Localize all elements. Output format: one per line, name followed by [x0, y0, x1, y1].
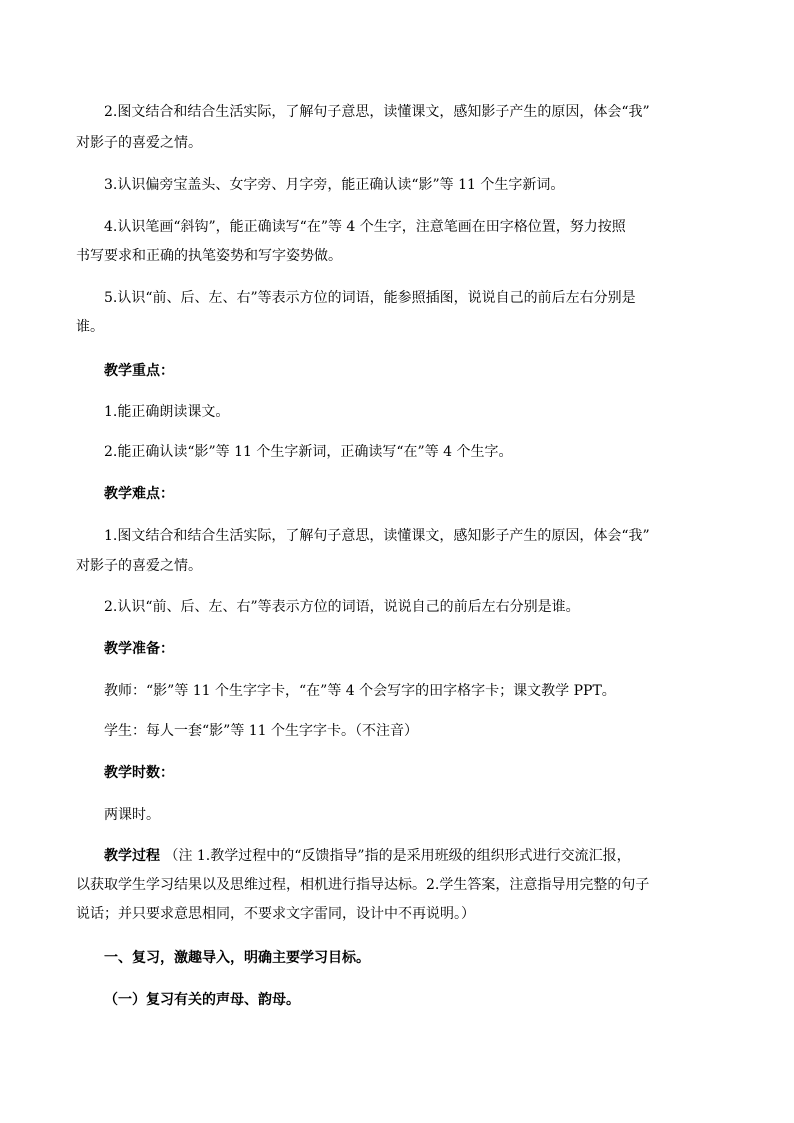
process-line-1 — [104, 847, 734, 865]
objective-5-line-2: 谁。 — [76, 319, 104, 335]
key-point-1: 1.能正确朗读课文。 — [104, 404, 230, 420]
difficulty-1-line-1: 1.图文结合和结合生活实际，了解句子意思，读懂课文，感知影子产生的原因，体会“我” — [104, 528, 650, 544]
objective-5-line-1: 5.认识“前、后、左、右”等表示方位的词语，能参照插图，说说自己的前后左右分别是 — [104, 290, 636, 306]
key-point-2: 2.能正确认读“影”等 11 个生字新词，正确读写“在”等 4 个生字。 — [104, 444, 513, 460]
difficulty-2: 2.认识“前、后、左、右”等表示方位的词语，说说自己的前后左右分别是谁。 — [104, 599, 580, 615]
process-note-2: 以获取学生学习结果以及思维过程，相机进行指导达标。2.学生答案，注意指导用完整的句子 — [76, 877, 650, 893]
preparation-teacher: 教师：“影”等 11 个生字字卡，“在”等 4 个会写字的田字格字卡；课文教学 PPT。 — [104, 683, 616, 699]
process-note-3: 说话；并只要求意思相同，不要求文字雷同，设计中不再说明。） — [76, 906, 475, 922]
preparation-student: 学生：每人一套“影”等 11 个生字字卡。（不注音） — [104, 723, 419, 739]
section-1-sub-1: （一）复习有关的声母、韵母。 — [104, 992, 300, 1008]
objective-3: 3.认识偏旁宝盖头、女字旁、月字旁，能正确认读“影”等 11 个生字新词。 — [104, 177, 565, 193]
difficulty-1-line-2: 对影子的喜爱之情。 — [76, 558, 202, 574]
hours-value: 两课时。 — [104, 807, 160, 823]
section-1-title: 一、复习，激趣导入，明确主要学习目标。 — [104, 950, 370, 966]
objective-4-line-1: 4.认识笔画“斜钩”，能正确读写“在”等 4 个生字，注意笔画在田字格位置，努力按照 — [104, 219, 626, 235]
process-note-1: （注 1.教学过程中的“反馈指导”指的是采用班级的组织形式进行交流汇报， — [164, 848, 631, 864]
objective-4-line-2: 书写要求和正确的执笔姿势和写字姿势做。 — [76, 248, 342, 264]
hours-heading: 教学时数： — [104, 765, 174, 781]
objective-2-line-2: 对影子的喜爱之情。 — [76, 135, 202, 151]
difficulties-heading: 教学难点： — [104, 486, 174, 502]
objective-2-line-1: 2.图文结合和结合生活实际，了解句子意思，读懂课文，感知影子产生的原因，体会“我” — [104, 104, 650, 120]
preparation-heading: 教学准备： — [104, 641, 174, 657]
process-heading: 教学过程 — [104, 848, 160, 864]
key-points-heading: 教学重点： — [104, 363, 174, 379]
